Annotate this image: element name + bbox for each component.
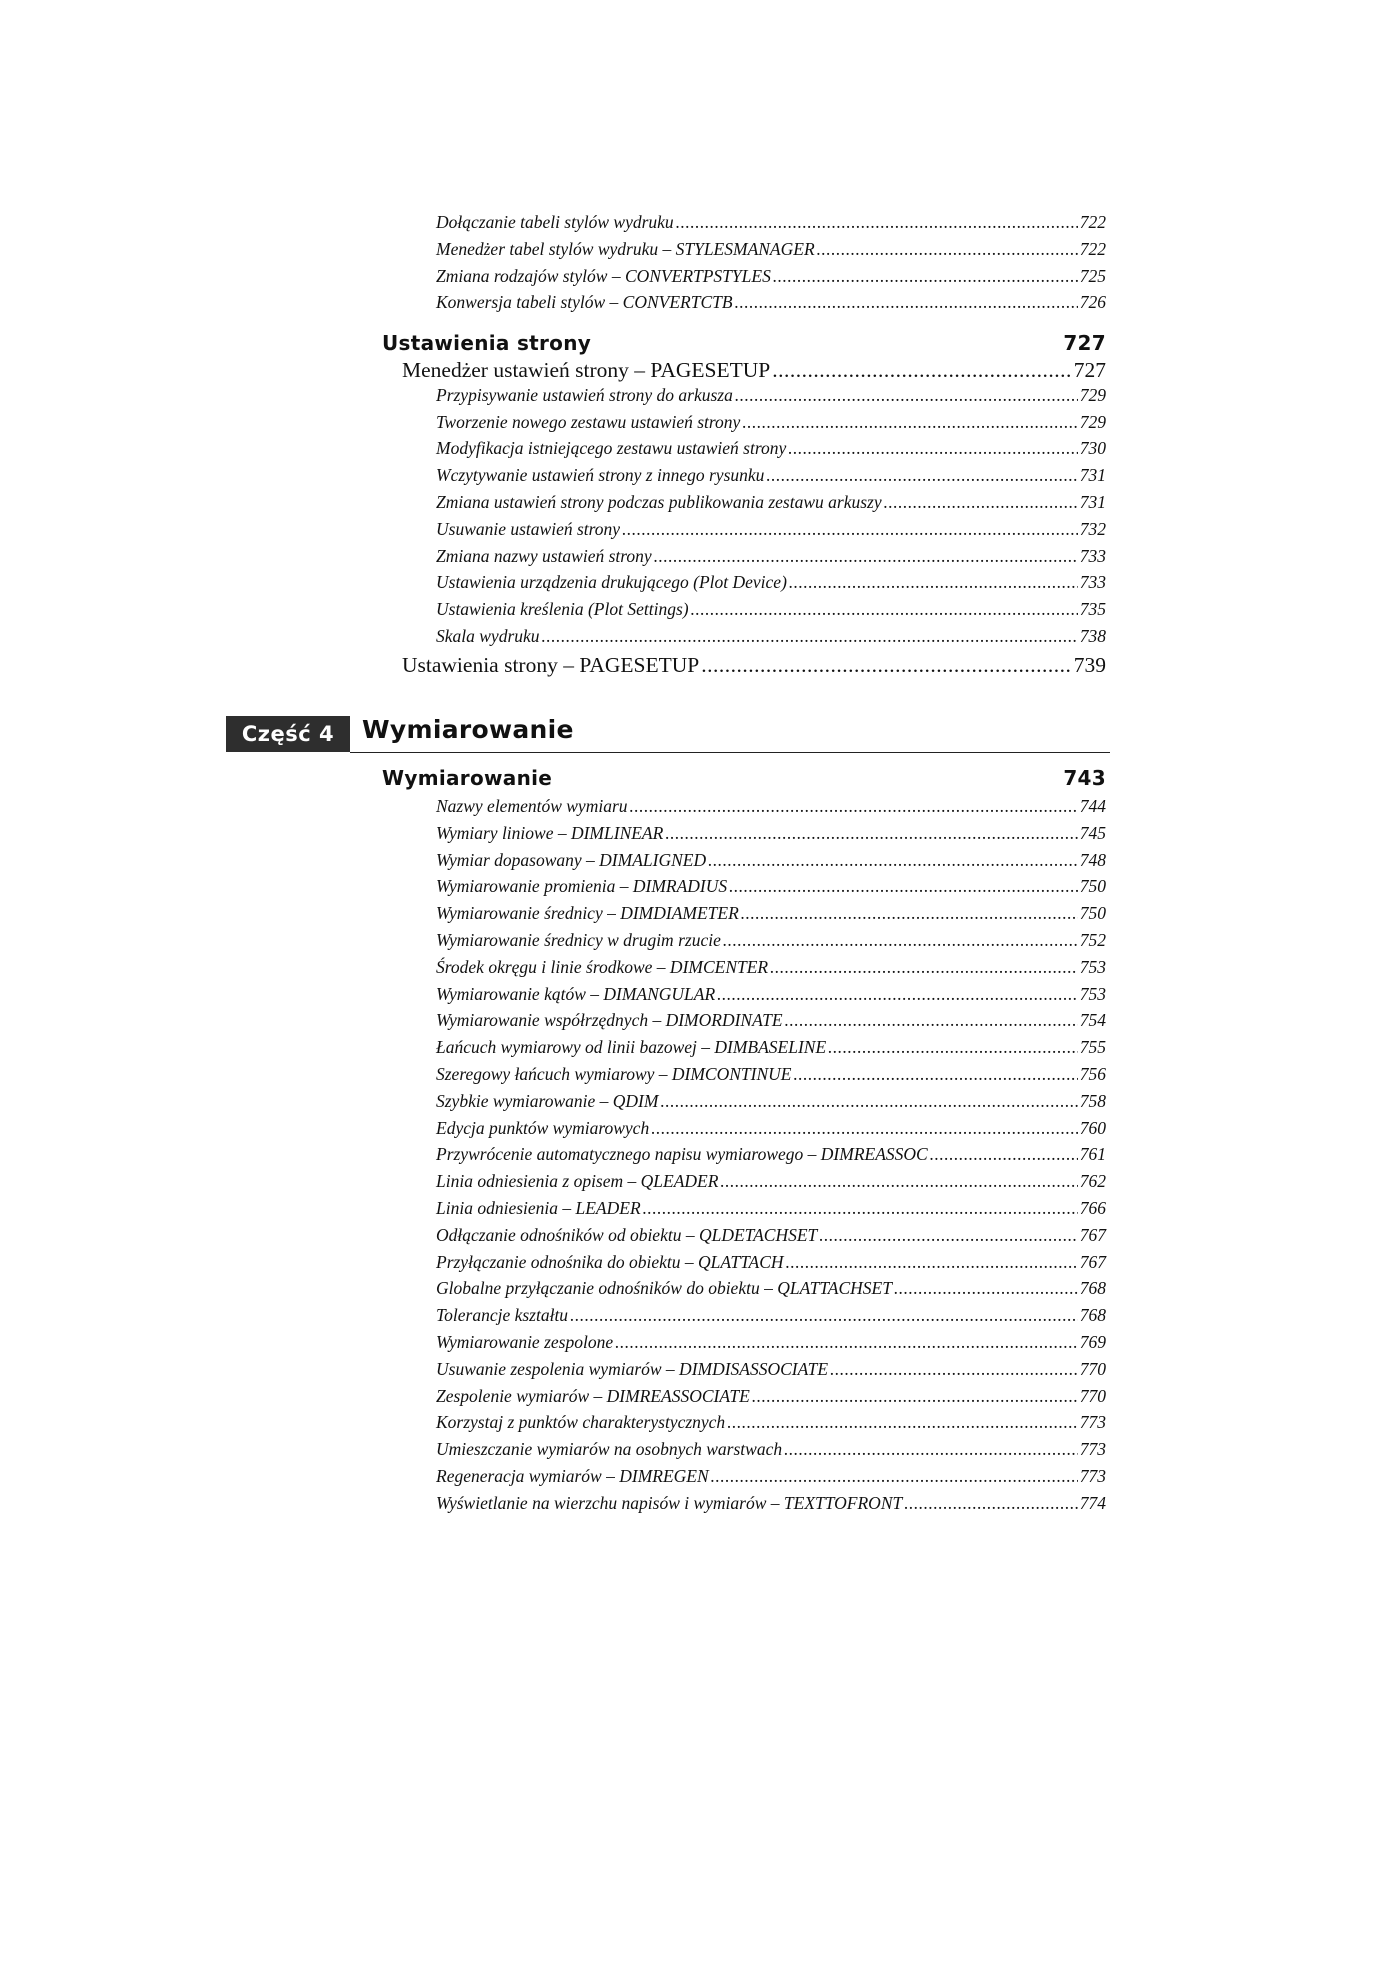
toc-entry — [436, 1466, 1106, 1487]
toc-entry — [436, 903, 1106, 924]
toc-entry-title: Wymiar dopasowany – DIMALIGNED — [436, 849, 707, 870]
toc-entry-title: Zmiana nazwy ustawień strony — [436, 545, 652, 566]
part-badge — [226, 716, 350, 752]
toc-entry-page: 760 — [1079, 1117, 1106, 1138]
toc-entry — [436, 385, 1106, 406]
dot-leader — [786, 1252, 1078, 1273]
section-title: Wymiarowanie — [382, 766, 553, 790]
toc-entry-title: Dołączanie tabeli stylów wydruku — [436, 212, 674, 232]
toc-entry-page: 733 — [1079, 572, 1106, 593]
dot-leader — [651, 1118, 1078, 1139]
toc-entry-title: Wymiarowanie współrzędnych – DIMORDINATE — [436, 1010, 783, 1031]
toc-entry-page: 722 — [1079, 212, 1106, 232]
toc-entry-page: 731 — [1079, 465, 1106, 486]
toc-entry-page: 769 — [1079, 1332, 1106, 1352]
toc-entry-title: Wymiarowanie zespolone — [436, 1332, 614, 1352]
dot-leader — [742, 412, 1077, 433]
toc-entry-page: 773 — [1079, 1439, 1106, 1460]
dot-leader — [741, 903, 1078, 924]
dot-leader — [654, 546, 1078, 567]
toc-entry-page: 773 — [1079, 1466, 1106, 1486]
toc-entry-title: Wymiarowanie kątów – DIMANGULAR — [436, 983, 716, 1004]
dot-leader — [828, 1037, 1078, 1058]
dot-leader — [785, 1010, 1078, 1031]
toc-entry-page: 766 — [1079, 1198, 1106, 1218]
dot-leader — [708, 850, 1078, 871]
dot-leader — [735, 385, 1078, 406]
toc-entry-page: 754 — [1079, 1010, 1106, 1031]
toc-entry-title: Ustawienia urządzenia drukującego (Plot Device) — [436, 572, 787, 593]
toc-entry-page: 767 — [1079, 1251, 1106, 1272]
dot-leader — [665, 823, 1077, 844]
toc-entry — [436, 599, 1106, 620]
toc-entry — [436, 212, 1106, 233]
toc-entry — [436, 1493, 1106, 1514]
toc-entry-page: 752 — [1079, 930, 1106, 950]
toc-entry — [436, 1252, 1106, 1273]
toc-entry-title: Menedżer ustawień strony – PAGESETUP — [402, 358, 771, 382]
dot-leader — [691, 599, 1078, 620]
toc-entry — [436, 1359, 1106, 1380]
toc-entry-page: 725 — [1079, 265, 1106, 286]
part-label: Część 4 — [241, 722, 335, 746]
dot-leader — [542, 626, 1078, 647]
toc-entry — [436, 626, 1106, 647]
dot-leader — [630, 796, 1078, 817]
toc-entry-title: Edycja punktów wymiarowych — [436, 1117, 650, 1138]
toc-entry-page: 722 — [1079, 238, 1106, 259]
toc-entry-page: 753 — [1079, 983, 1106, 1004]
dot-leader — [729, 876, 1078, 897]
dot-leader — [930, 1144, 1078, 1165]
toc-entry — [436, 1198, 1106, 1219]
dot-leader — [701, 653, 1072, 678]
toc-entry-page: 748 — [1079, 849, 1106, 870]
toc-entry — [436, 1144, 1106, 1165]
dot-leader — [788, 438, 1077, 459]
toc-entry-page: 738 — [1079, 626, 1106, 646]
toc-entry — [436, 930, 1106, 951]
toc-entry — [436, 1225, 1106, 1246]
toc-entry-title: Łańcuch wymiarowy od linii bazowej – DIMBASELINE — [436, 1037, 827, 1058]
toc-entry-page: 733 — [1079, 545, 1106, 566]
dot-leader — [789, 572, 1078, 593]
dot-leader — [830, 1359, 1078, 1380]
toc-entry — [436, 492, 1106, 513]
toc-entry-page: 727 — [1073, 358, 1106, 382]
toc-entry-title: Usuwanie ustawień strony — [436, 518, 621, 539]
dot-leader — [772, 358, 1071, 383]
toc-main-entry — [402, 653, 1106, 678]
dot-leader — [817, 239, 1078, 260]
toc-entry-title: Regeneracja wymiarów – DIMREGEN — [436, 1466, 709, 1486]
toc-entry-title: Przyłączanie odnośnika do obiektu – QLATTACH — [436, 1251, 784, 1272]
toc-entry — [436, 1332, 1106, 1353]
toc-entry-title: Środek okręgu i linie środkowe – DIMCENTER — [436, 956, 769, 977]
toc-entry-page: 731 — [1079, 492, 1106, 512]
toc-entry-title: Przypisywanie ustawień strony do arkusza — [436, 384, 733, 405]
toc-entry-page: 770 — [1079, 1385, 1106, 1406]
dot-leader — [622, 519, 1078, 540]
toc-entry-page: 730 — [1079, 438, 1106, 459]
toc-entry — [436, 1386, 1106, 1407]
toc-entry-title: Skala wydruku — [436, 626, 540, 646]
toc-entry-title: Konwersja tabeli stylów – CONVERTCTB — [436, 292, 733, 313]
dot-leader — [793, 1064, 1077, 1085]
toc-entry — [436, 796, 1106, 817]
toc-entry-page: 770 — [1079, 1358, 1106, 1379]
toc-entry-page: 761 — [1079, 1144, 1106, 1165]
toc-entry-page: 744 — [1079, 796, 1106, 816]
toc-entry-page: 732 — [1079, 518, 1106, 539]
section-title: Ustawienia strony — [382, 331, 592, 355]
dot-leader — [717, 984, 1078, 1005]
dot-leader — [904, 1493, 1078, 1514]
toc-entry — [436, 1037, 1106, 1058]
toc-entry — [436, 438, 1106, 459]
dot-leader — [766, 465, 1077, 486]
dot-leader — [676, 212, 1078, 233]
section-heading-ustawienia-strony — [382, 331, 1106, 355]
dot-leader — [819, 1225, 1077, 1246]
toc-entry — [436, 957, 1106, 978]
toc-entry-title: Ustawienia kreślenia (Plot Settings) — [436, 599, 689, 620]
toc-entry — [436, 1064, 1106, 1085]
toc-entry — [436, 1010, 1106, 1031]
dot-leader — [720, 1171, 1077, 1192]
dot-leader — [773, 266, 1078, 287]
toc-entry — [436, 1118, 1106, 1139]
toc-entry-page: 755 — [1079, 1037, 1106, 1058]
toc-entry-page: 753 — [1079, 956, 1106, 977]
toc-entry-page: 756 — [1079, 1064, 1106, 1084]
toc-main-entry — [402, 358, 1106, 383]
toc-entry — [436, 292, 1106, 313]
toc-entry — [436, 1171, 1106, 1192]
toc-entry-page: 729 — [1079, 384, 1106, 405]
toc-entry — [436, 546, 1106, 567]
toc-entry-title: Umieszczanie wymiarów na osobnych warstwach — [436, 1439, 783, 1460]
dot-leader — [723, 930, 1078, 951]
toc-entry-page: 768 — [1079, 1278, 1106, 1299]
toc-entry — [436, 1412, 1106, 1433]
toc-entry-page: 739 — [1073, 652, 1106, 677]
toc-entry-title: Wczytywanie ustawień strony z innego rysunku — [436, 465, 765, 486]
toc-entry — [436, 876, 1106, 897]
toc-entry-title: Ustawienia strony – PAGESETUP — [402, 652, 700, 677]
toc-entry-title: Wymiary liniowe – DIMLINEAR — [436, 822, 664, 843]
toc-entry-title: Odłączanie odnośników od obiektu – QLDETACHSET — [436, 1224, 818, 1245]
toc-entry-page: 774 — [1079, 1492, 1106, 1513]
part-title: Wymiarowanie — [362, 715, 574, 744]
dot-leader — [727, 1412, 1078, 1433]
toc-entry-title: Wyświetlanie na wierzchu napisów i wymiarów – TEXTTOFRONT — [436, 1492, 903, 1513]
toc-entry-title: Zmiana ustawień strony podczas publikowania zestawu arkuszy — [436, 492, 882, 512]
toc-entry-page: 768 — [1079, 1305, 1106, 1326]
toc-entry-title: Tworzenie nowego zestawu ustawień strony — [436, 411, 741, 432]
toc-entry-title: Usuwanie zespolenia wymiarów – DIMDISASSOCIATE — [436, 1358, 829, 1379]
toc-entry-title: Globalne przyłączanie odnośników do obiektu – QLATTACHSET — [436, 1278, 892, 1299]
toc-entry-page: 762 — [1079, 1171, 1106, 1192]
dot-leader — [894, 1278, 1078, 1299]
toc-entry-page: 735 — [1079, 599, 1106, 620]
dot-leader — [770, 957, 1078, 978]
dot-leader — [784, 1439, 1078, 1460]
toc-entry-title: Przywrócenie automatycznego napisu wymiarowego – DIMREASSOC — [436, 1144, 928, 1165]
toc-entry — [436, 1278, 1106, 1299]
dot-leader — [735, 292, 1078, 313]
dot-leader — [615, 1332, 1078, 1353]
toc-entry-title: Modyfikacja istniejącego zestawu ustawień strony — [436, 438, 787, 459]
toc-entry-page: 745 — [1079, 822, 1106, 843]
toc-entry-title: Linia odniesienia z opisem – QLEADER — [436, 1171, 719, 1192]
toc-entry — [436, 572, 1106, 593]
toc-entry — [436, 1305, 1106, 1326]
toc-entry — [436, 1439, 1106, 1460]
toc-entry-title: Wymiarowanie średnicy w drugim rzucie — [436, 930, 721, 950]
toc-entry-page: 767 — [1079, 1224, 1106, 1245]
toc-entry — [436, 465, 1106, 486]
dot-leader — [570, 1305, 1078, 1326]
toc-entry-title: Menedżer tabel stylów wydruku – STYLESMANAGER — [436, 238, 815, 259]
toc-entry — [436, 850, 1106, 871]
toc-entry-page: 729 — [1079, 411, 1106, 432]
dot-leader — [643, 1198, 1078, 1219]
dot-leader — [884, 492, 1078, 513]
section-page: 727 — [1063, 331, 1106, 355]
toc-entry — [436, 239, 1106, 260]
toc-entry — [436, 823, 1106, 844]
toc-entry-title: Szybkie wymiarowanie – QDIM — [436, 1090, 659, 1111]
toc-entry — [436, 1091, 1106, 1112]
section-heading-wymiarowanie — [382, 766, 1106, 790]
dot-leader — [752, 1386, 1078, 1407]
toc-entry — [436, 412, 1106, 433]
toc-entry-page: 758 — [1079, 1090, 1106, 1111]
toc-entry-title: Zmiana rodzajów stylów – CONVERTPSTYLES — [436, 265, 771, 286]
dot-leader — [711, 1466, 1078, 1487]
toc-entry-page: 773 — [1079, 1412, 1106, 1433]
part-divider — [350, 752, 1110, 753]
toc-entry — [436, 266, 1106, 287]
toc-entry-title: Wymiarowanie promienia – DIMRADIUS — [436, 876, 728, 897]
toc-entry-title: Tolerancje kształtu — [436, 1305, 569, 1326]
toc-entry-page: 750 — [1079, 903, 1106, 924]
toc-entry-title: Linia odniesienia – LEADER — [436, 1198, 641, 1218]
dot-leader — [660, 1091, 1077, 1112]
toc-entry-page: 750 — [1079, 876, 1106, 897]
toc-entry — [436, 984, 1106, 1005]
toc-entry-title: Korzystaj z punktów charakterystycznych — [436, 1412, 726, 1433]
toc-entry-title: Zespolenie wymiarów – DIMREASSOCIATE — [436, 1385, 750, 1406]
toc-entry-title: Nazwy elementów wymiaru — [436, 796, 628, 816]
toc-entry-page: 726 — [1079, 292, 1106, 313]
toc-entry-title: Szeregowy łańcuch wymiarowy – DIMCONTINUE — [436, 1064, 792, 1084]
section-page: 743 — [1063, 766, 1106, 790]
toc-entry — [436, 519, 1106, 540]
toc-entry-title: Wymiarowanie średnicy – DIMDIAMETER — [436, 903, 739, 924]
